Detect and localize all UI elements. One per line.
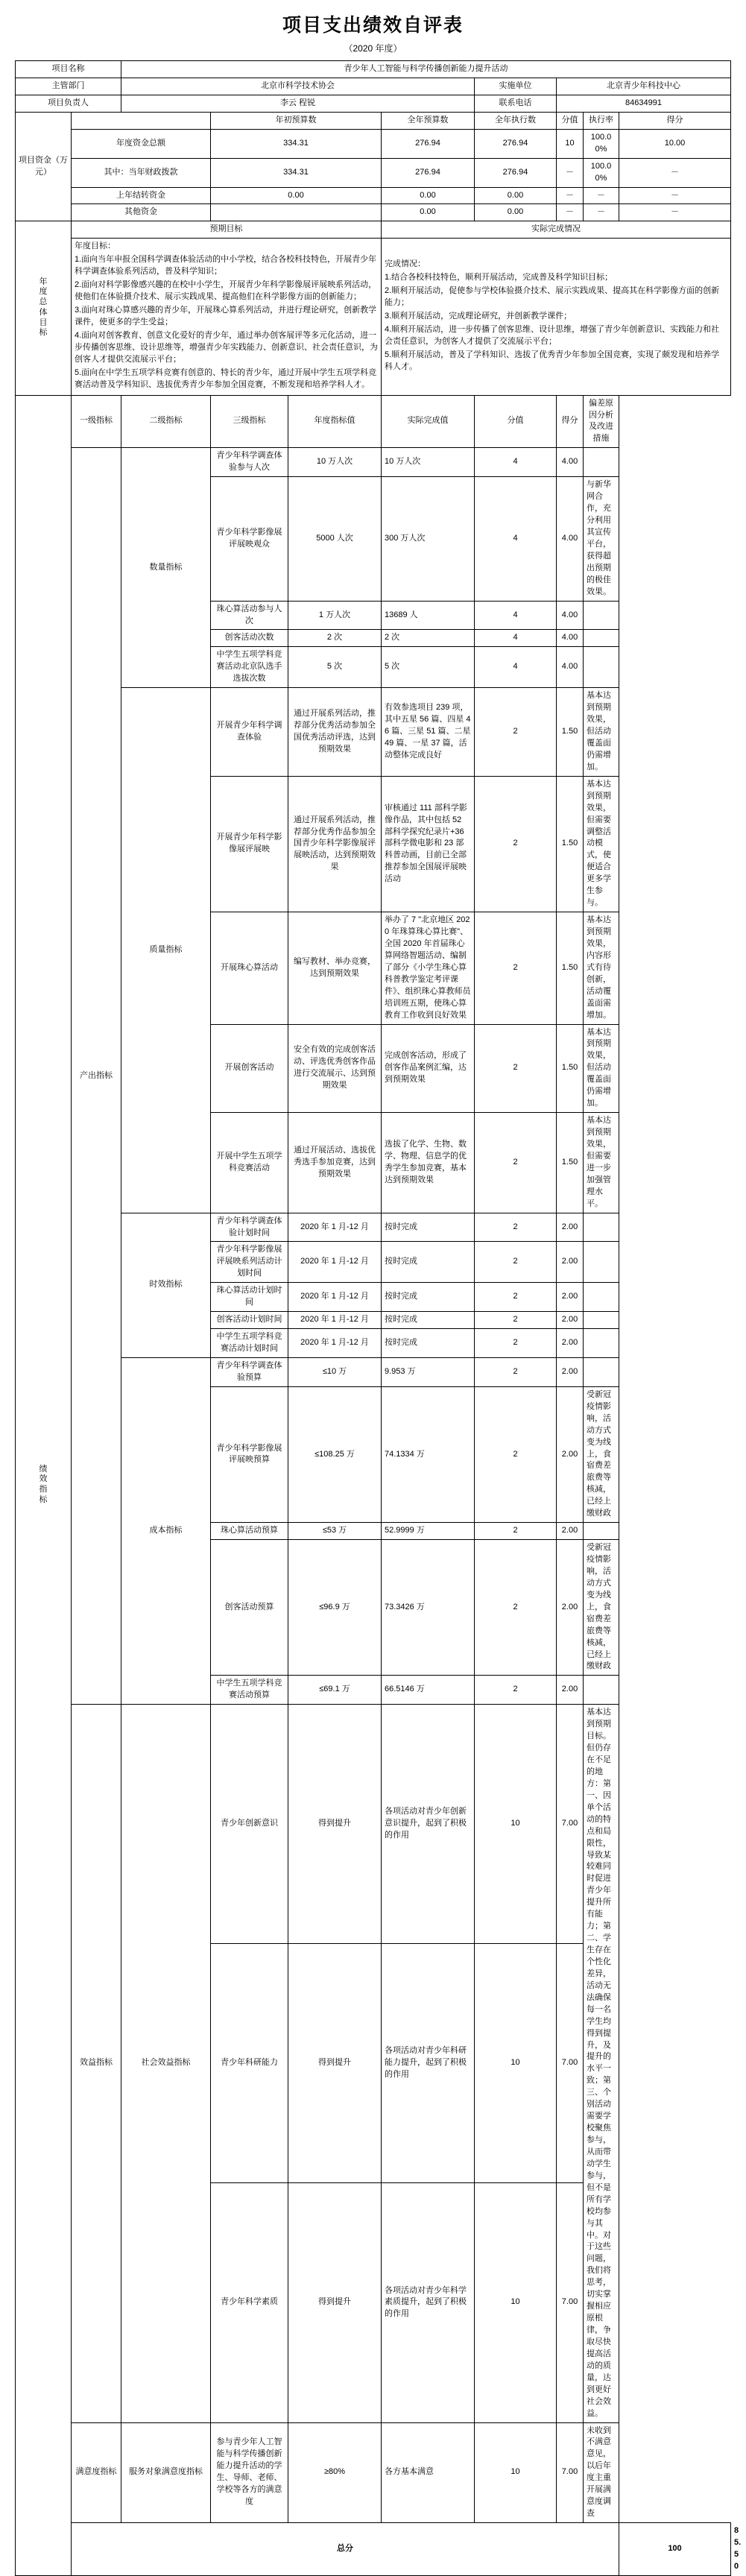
value-project-name: 青少年人工智能与科学传播创新能力提升活动 — [121, 61, 731, 78]
perf-level3-label: 开展青少年科学影像展评展映 — [211, 776, 288, 912]
perf-actual-value: 各项活动对青少年科研能力提升，起到了积极的作用 — [382, 1944, 475, 2183]
row-supervisor — [16, 78, 731, 95]
perf-got: 2.00 — [557, 1213, 584, 1242]
perf-got: 2.00 — [557, 1540, 584, 1676]
perf-score: 4 — [475, 630, 557, 647]
perf-got: 2.00 — [557, 1386, 584, 1522]
perf-note: 受新冠疫情影响，活动方式变为线上，食宿费差旅费等核减，已经上缴财政 — [584, 1386, 619, 1522]
perf-target-value: 2020 年 1 月-12 月 — [288, 1213, 382, 1242]
perf-target-value: 得到提升 — [288, 1705, 382, 1944]
label-performance-indicators — [16, 395, 72, 2575]
funds-header-2: 全年执行数 — [475, 112, 557, 129]
perf-level3-label: 青少年科学影像展评展映观众 — [211, 477, 288, 601]
perf-score: 2 — [475, 1024, 557, 1113]
perf-level3-label: 创客活动计划时间 — [211, 1312, 288, 1329]
perf-row — [16, 1705, 731, 1944]
perf-got: 4.00 — [557, 630, 584, 647]
perf-target-value: 通过开展系列活动，推荐部分优秀活动参加全国优秀活动评选，达到预期效果 — [288, 688, 382, 777]
perf-target-value: 得到提升 — [288, 1944, 382, 2183]
funds-header-5: 得分 — [619, 112, 731, 129]
perf-note: 未收到不满意意见，以后年度主重开展满意度调查 — [584, 2422, 619, 2523]
perf-note — [584, 601, 619, 630]
perf-level3-label: 开展青少年科学调查体验 — [211, 688, 288, 777]
perf-header-0: 一级指标 — [72, 395, 121, 448]
perf-got: 2.00 — [557, 1523, 584, 1540]
perf-actual-value: 各项活动对青少年科学素质提升，起到了积极的作用 — [382, 2183, 475, 2422]
funds-row-2-v0: 0.00 — [211, 187, 382, 204]
perf-target-value: 2 次 — [288, 630, 382, 647]
row-funds-header — [16, 112, 731, 129]
perf-score: 2 — [475, 1676, 557, 1705]
perf-got: 4.00 — [557, 477, 584, 601]
yearly-actual-text — [382, 239, 731, 395]
perf-got: 1.50 — [557, 1113, 584, 1213]
perf-actual-value: 52.9999 万 — [382, 1523, 475, 1540]
label-yearly-goal-text: 年度总体目标 — [39, 277, 48, 338]
funds-row-3-v0 — [211, 204, 382, 221]
perf-level3-label: 青少年创新意识 — [211, 1705, 288, 1944]
perf-header-3: 年度指标值 — [288, 395, 382, 448]
perf-score: 2 — [475, 1113, 557, 1213]
perf-actual-value: 选拔了化学、生物、数学、物理、信息学的优秀学生参加竞赛，基本达到预期效果 — [382, 1113, 475, 1213]
funds-row-0-v0: 334.31 — [211, 129, 382, 158]
funds-row-0-v1: 276.94 — [382, 129, 475, 158]
yearly-col-actual: 实际完成情况 — [382, 221, 731, 239]
funds-row-2-v3: － — [557, 187, 584, 204]
perf-actual-value: 74.1334 万 — [382, 1386, 475, 1522]
perf-note: 基本达到预期效果，但需要调整活动模式，使便适合更多学生参与。 — [584, 776, 619, 912]
perf-score: 2 — [475, 1213, 557, 1242]
perf-level3-label: 珠心算活动计划时间 — [211, 1283, 288, 1312]
funds-row-1-v0: 334.31 — [211, 158, 382, 187]
page-subtitle: （2020 年度） — [344, 43, 402, 54]
perf-note: 基本达到预期效果，内容形式有待创新，活动覆盖面需增加。 — [584, 912, 619, 1024]
row-yearly-header — [16, 221, 731, 239]
perf-level3-label: 珠心算活动预算 — [211, 1523, 288, 1540]
perf-score: 2 — [475, 1242, 557, 1283]
perf-header-2: 三级指标 — [211, 395, 288, 448]
perf-header-1: 二级指标 — [121, 395, 211, 448]
perf-level2-成本指标: 成本指标 — [121, 1357, 211, 1704]
row-funds-0 — [16, 129, 731, 158]
perf-level3-label: 青少年科研能力 — [211, 1944, 288, 2183]
perf-target-value: ≤96.9 万 — [288, 1540, 382, 1676]
perf-actual-value: 各项活动对青少年创新意识提升，起到了积极的作用 — [382, 1705, 475, 1944]
perf-level3-label: 创客活动预算 — [211, 1540, 288, 1676]
perf-level3-label: 青少年科学调查体验参与人次 — [211, 448, 288, 477]
paragraph: 1.面向当年申报全国科学调查体验活动的中小学校，结合各校科技特色，开展青少年科学调查体验系列活动，普及科学知识； — [75, 255, 377, 277]
perf-score: 10 — [475, 2183, 557, 2422]
paragraph: 4.面向对创客教育、创意文化爱好的青少年，通过举办创客展评等多元化活动，进一步传播创客思维、设计思维等，增强青少年实践能力、创新意识、社会责任意识，为创客人才提供交流展示平台； — [75, 330, 378, 364]
perf-target-value: 2020 年 1 月-12 月 — [288, 1283, 382, 1312]
perf-target-value: ≤53 万 — [288, 1523, 382, 1540]
perf-level2-时效指标: 时效指标 — [121, 1213, 211, 1357]
funds-row-2-v2: 0.00 — [475, 187, 557, 204]
perf-level2-质量指标: 质量指标 — [121, 688, 211, 1213]
perf-target-value: 5000 人次 — [288, 477, 382, 601]
perf-score: 4 — [475, 448, 557, 477]
perf-got: 4.00 — [557, 647, 584, 688]
perf-got: 2.00 — [557, 1329, 584, 1358]
perf-note — [584, 1523, 619, 1540]
perf-level3-label: 青少年科学调查体验计划时间 — [211, 1213, 288, 1242]
perf-got: 1.50 — [557, 688, 584, 777]
perf-header-6: 得分 — [557, 395, 584, 448]
funds-row-1-v1: 276.94 — [382, 158, 475, 187]
perf-score: 2 — [475, 1312, 557, 1329]
perf-actual-value: 10 万人次 — [382, 448, 475, 477]
funds-row-0-v4: 100.00% — [584, 129, 619, 158]
perf-got: 1.50 — [557, 776, 584, 912]
perf-note — [584, 1329, 619, 1358]
perf-actual-value: 按时完成 — [382, 1312, 475, 1329]
label-leader: 项目负责人 — [16, 95, 121, 112]
label-project-name: 项目名称 — [16, 61, 121, 78]
perf-actual-value: 举办了 7 "北京地区 2020 年珠算珠心算比赛"、全国 2020 年首届珠心算网络智题活动、编制了部分《小学生珠心算科普教学鉴定考评课件》、组织珠心算教师员培训班五期，使珠心算教育工作收到良好效果 — [382, 912, 475, 1024]
perf-note — [584, 1213, 619, 1242]
paragraph: 1.结合各校科技特色，顺利开展活动，完成普及科学知识目标； — [385, 273, 613, 282]
perf-target-value: 通过开展系列活动，推荐部分优秀作品参加全国青少年科学影像展评展映活动，达到预期效果 — [288, 776, 382, 912]
paragraph: 3.面向对珠心算感兴趣的青少年，开展珠心算系列活动，并进行理论研究，创新教学课件，使更多的学生受益； — [75, 306, 377, 326]
perf-level1-满意度指标: 满意度指标 — [72, 2422, 121, 2523]
perf-score: 2 — [475, 912, 557, 1024]
perf-target-value: ≤10 万 — [288, 1357, 382, 1386]
perf-target-value: 编写教材、举办竞赛，达到预期效果 — [288, 912, 382, 1024]
perf-got: 2.00 — [557, 1357, 584, 1386]
perf-level3-label: 开展珠心算活动 — [211, 912, 288, 1024]
perf-row — [16, 688, 731, 777]
perf-score: 4 — [475, 477, 557, 601]
perf-note — [584, 1283, 619, 1312]
perf-note — [584, 1312, 619, 1329]
funds-header-1: 全年预算数 — [382, 112, 475, 129]
perf-note — [584, 1357, 619, 1386]
perf-got: 7.00 — [557, 1705, 584, 1944]
perf-score: 10 — [475, 1944, 557, 2183]
perf-level1-产出指标: 产出指标 — [72, 448, 121, 1705]
funds-row-1-v5: － — [619, 158, 731, 187]
perf-target-value: ≤69.1 万 — [288, 1676, 382, 1705]
perf-note: 基本达到预期目标。但仍存在不足的地方：第一、因单个活动的特点和局限性，导致某较难同时促进青少年提升所有能力；第二、学生存在个性化差异，活动无法确保每一名学生均得到提升，及提升的水平一致；第三、个别活动需要学校聚焦参与，从而带动学生参与，但不是所有学校均参与其中。对于这些问题，我们将思考，切实掌握相应原根律，争取尽快提高活动的质量，达到更好社会效益。 — [584, 1705, 619, 2422]
funds-row-3-v4: － — [584, 204, 619, 221]
label-phone: 联系电话 — [475, 95, 557, 112]
funds-row-2-v1: 0.00 — [382, 187, 475, 204]
perf-level2-社会效益指标: 社会效益指标 — [121, 1705, 211, 2422]
funds-row-name-2: 上年结转资金 — [72, 187, 211, 204]
perf-note — [584, 647, 619, 688]
perf-note — [584, 1676, 619, 1705]
perf-actual-value: 完成创客活动，形成了创客作品案例汇编，达到预期效果 — [382, 1024, 475, 1113]
perf-got: 4.00 — [557, 601, 584, 630]
row-funds-2 — [16, 187, 731, 204]
perf-level3-label: 青少年科学调查体验预算 — [211, 1357, 288, 1386]
perf-level3-label: 创客活动次数 — [211, 630, 288, 647]
row-total: 总分 100 85.50 — [16, 2523, 731, 2576]
perf-note — [584, 1242, 619, 1283]
perf-header-5: 分值 — [475, 395, 557, 448]
perf-target-value: 2020 年 1 月-12 月 — [288, 1329, 382, 1358]
paragraph: 4.顺利开展活动，进一步传播了创客思维、设计思维，增强了青少年创新意识、实践能力和社会责任意识，为创客人才提供了交流展示平台； — [385, 324, 720, 346]
paragraph: 年度目标： — [75, 242, 116, 251]
perf-target-value: 2020 年 1 月-12 月 — [288, 1312, 382, 1329]
perf-actual-value: 按时完成 — [382, 1242, 475, 1283]
perf-actual-value: 按时完成 — [382, 1329, 475, 1358]
perf-note: 基本达到预期效果，但活动覆盖面仍需增加。 — [584, 688, 619, 777]
perf-got: 2.00 — [557, 1312, 584, 1329]
perf-note: 与新华网合作，充分利用其宣传平台，获得超出预期的极佳效果。 — [584, 477, 619, 601]
perf-level3-label: 中学生五项学科竞赛活动计划时间 — [211, 1329, 288, 1358]
funds-row-2-v4: － — [584, 187, 619, 204]
label-performance-indicators-text: 绩效指标 — [39, 1464, 48, 1504]
value-implementer: 北京青少年科技中心 — [557, 78, 731, 95]
funds-row-1-v4: 100.00% — [584, 158, 619, 187]
funds-row-0-v2: 276.94 — [475, 129, 557, 158]
perf-level3-label: 青少年科学影像展评展映预算 — [211, 1386, 288, 1522]
perf-got: 1.50 — [557, 912, 584, 1024]
funds-header-3: 分值 — [557, 112, 584, 129]
paragraph: 5.面向在中学生五项学科竞赛有创意的、特长的青少年，通过开展中学生五项学科竞赛活动普及学科知识、选拔优秀青少年参加全国竞赛，不断发现和培养学科人才。 — [75, 367, 377, 389]
perf-actual-value: 9.953 万 — [382, 1357, 475, 1386]
perf-header-4: 实际完成值 — [382, 395, 475, 448]
row-yearly-body — [16, 239, 731, 395]
row-leader — [16, 95, 731, 112]
paragraph: 2.顺利开展活动，促使参与学校体验摄介技术、展示实践成果、提高其在科学影像方面的创新能力； — [385, 286, 720, 308]
funds-row-1-v3: － — [557, 158, 584, 187]
perf-actual-value: 审核通过 111 部科学影像作品，其中包括 52 部科学探究纪录片+36 部科学微电影和 23 部科普动画，目前已全部推荐参加全国展评展映活动 — [382, 776, 475, 912]
perf-score: 10 — [475, 2422, 557, 2523]
funds-row-3-v2: 0.00 — [475, 204, 557, 221]
perf-score: 2 — [475, 688, 557, 777]
value-supervisor: 北京市科学技术协会 — [121, 78, 475, 95]
row-funds-1 — [16, 158, 731, 187]
perf-score: 4 — [475, 647, 557, 688]
funds-row-3-v1: 0.00 — [382, 204, 475, 221]
perf-actual-value: 13689 人 — [382, 601, 475, 630]
perf-got: 2.00 — [557, 1283, 584, 1312]
yearly-col-expected: 预期目标 — [72, 221, 382, 239]
perf-score: 10 — [475, 1705, 557, 1944]
perf-score: 2 — [475, 1386, 557, 1522]
funds-header-0: 年初预算数 — [211, 112, 382, 129]
perf-target-value: ≤108.25 万 — [288, 1386, 382, 1522]
page-title: 项目支出绩效自评表 — [282, 15, 464, 36]
perf-level2-数量指标: 数量指标 — [121, 448, 211, 688]
perf-target-value: 得到提升 — [288, 2183, 382, 2422]
perf-target-value: 10 万人次 — [288, 448, 382, 477]
perf-header-7: 偏差原因分析及改进措施 — [584, 395, 619, 448]
funds-row-1-v2: 276.94 — [475, 158, 557, 187]
perf-score: 2 — [475, 1540, 557, 1676]
perf-actual-value: 按时完成 — [382, 1213, 475, 1242]
perf-got: 7.00 — [557, 2422, 584, 2523]
funds-row-3-v3: － — [557, 204, 584, 221]
row-perf-header — [16, 395, 731, 448]
perf-level3-label: 中学生五项学科竞赛活动北京队选手选拔次数 — [211, 647, 288, 688]
perf-note: 受新冠疫情影响，活动方式变为线上，食宿费差旅费等核减，已经上缴财政 — [584, 1540, 619, 1676]
perf-target-value: 通过开展活动、选拔优秀选手参加竞赛，达到预期效果 — [288, 1113, 382, 1213]
funds-row-2-v5: － — [619, 187, 731, 204]
funds-row-name-0: 年度资金总额 — [72, 129, 211, 158]
row-funds-3 — [16, 204, 731, 221]
perf-level3-label: 开展中学生五项学科竞赛活动 — [211, 1113, 288, 1213]
perf-level2-服务对象满意度指标: 服务对象满意度指标 — [121, 2422, 211, 2523]
perf-row — [16, 1213, 731, 1242]
perf-row — [16, 1357, 731, 1386]
perf-actual-value: 300 万人次 — [382, 477, 475, 601]
perf-actual-value: 2 次 — [382, 630, 475, 647]
label-project-funds: 项目资金（万元） — [16, 112, 72, 221]
row-project-name — [16, 61, 731, 78]
perf-got: 7.00 — [557, 2183, 584, 2422]
perf-level3-label: 中学生五项学科竞赛活动预算 — [211, 1676, 288, 1705]
paragraph: 完成情况： — [385, 259, 426, 269]
perf-level3-label: 青少年科学素质 — [211, 2183, 288, 2422]
perf-note — [584, 630, 619, 647]
perf-got: 7.00 — [557, 1944, 584, 2183]
label-implementer: 实施单位 — [475, 78, 557, 95]
funds-row-0-v5: 10.00 — [619, 129, 731, 158]
perf-got: 4.00 — [557, 448, 584, 477]
total-score: 100 — [619, 2523, 731, 2576]
perf-note — [584, 448, 619, 477]
perf-level3-label: 青少年科学影像展评展映系列活动计划时间 — [211, 1242, 288, 1283]
perf-score: 4 — [475, 601, 557, 630]
yearly-expected-text — [72, 239, 382, 395]
perf-target-value: ≥80% — [288, 2422, 382, 2523]
perf-note: 基本达到预期效果，但需要进一步加强管理水平。 — [584, 1113, 619, 1213]
perf-level3-label: 珠心算活动参与人次 — [211, 601, 288, 630]
perf-actual-value: 5 次 — [382, 647, 475, 688]
perf-score: 2 — [475, 1283, 557, 1312]
funds-row-3-v5: － — [619, 204, 731, 221]
perf-got: 1.50 — [557, 1024, 584, 1113]
perf-actual-value: 按时完成 — [382, 1283, 475, 1312]
value-phone: 84634991 — [557, 95, 731, 112]
perf-target-value: 5 次 — [288, 647, 382, 688]
perf-level3-label: 参与青少年人工智能与科学传播创新能力提升活动的学生、导师、老师、学校等各方的满意度 — [211, 2422, 288, 2523]
perf-actual-value: 有效参选项目 239 项，其中五星 56 篇、四星 46 篇、三星 51 篇、二星 49 篇、一星 37 篇，活动整体完成良好 — [382, 688, 475, 777]
perf-level3-label: 开展创客活动 — [211, 1024, 288, 1113]
perf-got: 2.00 — [557, 1676, 584, 1705]
label-yearly-goal — [16, 221, 72, 395]
value-leader: 李云 程锐 — [121, 95, 475, 112]
paragraph: 2.面向对科学影像感兴趣的在校中小学生，开展青少年科学影像展评展映系列活动，使他们在体验摄介技术、展示实践成果、提高他们在科学影像方面的创新能力； — [75, 280, 377, 302]
perf-score: 2 — [475, 1357, 557, 1386]
paragraph: 3.顺利开展活动，完成理论研究，并创新教学课件； — [385, 311, 572, 321]
perf-target-value: 2020 年 1 月-12 月 — [288, 1242, 382, 1283]
perf-target-value: 1 万人次 — [288, 601, 382, 630]
perf-score: 2 — [475, 1329, 557, 1358]
perf-actual-value: 73.3426 万 — [382, 1540, 475, 1676]
funds-row-0-v3: 10 — [557, 129, 584, 158]
perf-row — [16, 2422, 731, 2523]
perf-score: 2 — [475, 1523, 557, 1540]
perf-actual-value: 各方基本满意 — [382, 2422, 475, 2523]
funds-row-name-1: 其中：当年财政拨款 — [72, 158, 211, 187]
perf-level1-效益指标: 效益指标 — [72, 1705, 121, 2422]
perf-row — [16, 448, 731, 477]
perf-score: 2 — [475, 776, 557, 912]
perf-got: 2.00 — [557, 1242, 584, 1283]
total-label: 总分 — [72, 2523, 619, 2576]
perf-note: 基本达到预期效果，但活动覆盖面仍需增加。 — [584, 1024, 619, 1113]
main-table — [15, 60, 742, 2576]
label-supervisor: 主管部门 — [16, 78, 121, 95]
paragraph: 5.顺利开展活动，普及了学科知识、选拔了优秀青少年参加全国竞赛，实现了颇发现和培养学科人才。 — [385, 350, 720, 371]
funds-corner-cell — [72, 112, 211, 129]
perf-actual-value: 66.5146 万 — [382, 1676, 475, 1705]
perf-target-value: 安全有效的完成创客活动、评选优秀创客作品进行交流展示、达到预期效果 — [288, 1024, 382, 1113]
funds-header-4: 执行率 — [584, 112, 619, 129]
funds-row-name-3: 其他资金 — [72, 204, 211, 221]
